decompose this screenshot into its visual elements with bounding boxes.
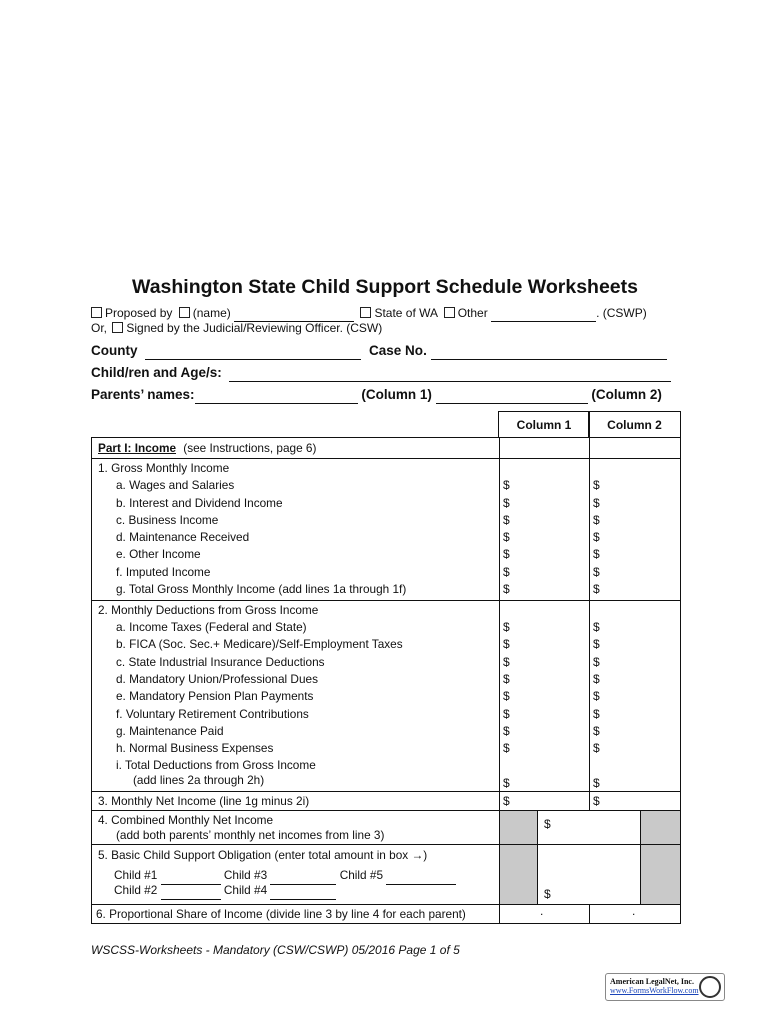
line2i-sublabel: (add lines 2a through 2h) — [133, 773, 265, 787]
column2-divider-bottom — [589, 904, 590, 923]
line2i-label: i. Total Deductions from Gross Income — [116, 758, 316, 772]
column2-parent-label: (Column 2) — [591, 387, 662, 402]
line2-divider — [92, 791, 680, 792]
income-worksheet — [91, 411, 681, 924]
line1e-label: e. Other Income — [116, 547, 201, 561]
other-field[interactable] — [491, 307, 596, 322]
amount-cell-col2[interactable]: $ — [593, 707, 600, 721]
county-label: County — [91, 343, 138, 358]
signed-line — [91, 321, 382, 335]
county-line: County Case No. — [91, 343, 667, 360]
children-field[interactable] — [229, 366, 671, 382]
line2f-label: f. Voluntary Retirement Contributions — [116, 707, 309, 721]
child4-label: Child #4 — [223, 883, 268, 897]
part1-note: (see Instructions, page 6) — [183, 441, 317, 455]
cswp-label: . (CSWP) — [596, 306, 647, 320]
amount-cell-col2[interactable]: $ — [593, 637, 600, 651]
combined-left-divider — [537, 810, 538, 904]
amount-cell-col1[interactable]: $ — [503, 582, 510, 596]
amount-cell-col1[interactable]: $ — [503, 565, 510, 579]
line2a-label: a. Income Taxes (Federal and State) — [116, 620, 307, 634]
form-footer: WSCSS-Worksheets - Mandatory (CSW/CSWP) 05/2016 Page 1 of 5 — [91, 943, 460, 957]
line2h-label: h. Normal Business Expenses — [116, 741, 274, 755]
other-label: Other — [457, 306, 488, 320]
line1f-label: f. Imputed Income — [116, 565, 211, 579]
line4-label: 4. Combined Monthly Net Income — [98, 813, 274, 827]
line6-label: 6. Proportional Share of Income (divide line 3 by line 4 for each parent) — [96, 907, 466, 921]
part1-divider — [92, 458, 680, 459]
line2-label: 2. Monthly Deductions from Gross Income — [98, 603, 319, 617]
other-checkbox[interactable] — [444, 307, 455, 318]
line6-col1-value[interactable]: . — [540, 904, 544, 918]
stamp-link[interactable]: www.FormsWorkFlow.com — [610, 986, 699, 995]
name-label: (name) — [192, 306, 231, 320]
column2-divider — [589, 438, 590, 810]
parents-label: Parents’ names: — [91, 387, 195, 402]
amount-cell-col2[interactable]: $ — [593, 478, 600, 492]
shade-line4-col2 — [640, 810, 680, 904]
amount-cell-col2[interactable]: $ — [593, 794, 600, 808]
child2-field[interactable] — [161, 883, 221, 900]
amount-cell-col1[interactable]: $ — [503, 794, 510, 808]
column1-parent-label: (Column 1) — [361, 387, 432, 402]
amount-cell-col2[interactable]: $ — [593, 689, 600, 703]
child1-label: Child #1 — [114, 868, 158, 882]
part1-heading — [98, 440, 316, 456]
amount-cell-col2[interactable]: $ — [593, 724, 600, 738]
amount-cell-col1[interactable]: $ — [503, 478, 510, 492]
line1b-label: b. Interest and Dividend Income — [116, 496, 283, 510]
children-line — [91, 365, 671, 382]
proposed-by-label: Proposed by — [105, 306, 173, 320]
line2d-label: d. Mandatory Union/Professional Dues — [116, 672, 318, 686]
amount-cell-col1[interactable]: $ — [503, 707, 510, 721]
basic-obligation-cell[interactable]: $ — [544, 887, 551, 901]
amount-cell-col1[interactable]: $ — [503, 689, 510, 703]
line5-label: 5. Basic Child Support Obligation (enter total amount in box →) — [98, 848, 428, 862]
amount-cell-col1[interactable]: $ — [503, 655, 510, 669]
column1-header: Column 1 — [498, 411, 590, 437]
amount-cell-col2[interactable]: $ — [593, 565, 600, 579]
amount-cell-col2[interactable]: $ — [593, 582, 600, 596]
line3-divider — [92, 810, 680, 811]
amount-cell-col1[interactable]: $ — [503, 496, 510, 510]
worksheet-body — [91, 437, 681, 924]
proposal-line — [91, 306, 647, 322]
line3-label: 3. Monthly Net Income (line 1g minus 2i) — [98, 794, 310, 808]
parent2-field[interactable] — [436, 388, 588, 404]
column1-divider — [499, 438, 500, 923]
case-no-field[interactable] — [431, 344, 667, 360]
amount-cell-col2[interactable]: $ — [593, 530, 600, 544]
amount-cell-col1[interactable]: $ — [503, 637, 510, 651]
stamp-line1: American LegalNet, Inc. — [610, 977, 694, 986]
name-checkbox[interactable] — [179, 307, 190, 318]
signed-checkbox[interactable] — [112, 322, 123, 333]
line2b-label: b. FICA (Soc. Sec.+ Medicare)/Self-Employment Taxes — [116, 637, 403, 651]
case-no-label: Case No — [369, 343, 424, 358]
part1-label: Part I: Income — [98, 441, 177, 455]
combined-income-cell[interactable]: $ — [544, 817, 551, 831]
amount-cell-col2[interactable]: $ — [593, 513, 600, 527]
parents-line — [91, 387, 662, 404]
parent1-field[interactable] — [195, 388, 358, 404]
line1g-label: g. Total Gross Monthly Income (add lines 1a through 1f) — [116, 582, 407, 596]
amount-cell-col1[interactable]: $ — [503, 724, 510, 738]
line4-divider — [92, 844, 680, 845]
amount-cell-col2[interactable]: $ — [593, 776, 600, 790]
child3-label: Child #3 — [223, 868, 268, 882]
amount-cell-col2[interactable]: $ — [593, 672, 600, 686]
child4-field[interactable] — [270, 883, 336, 900]
child5-label: Child #5 — [339, 868, 384, 882]
line1a-label: a. Wages and Salaries — [116, 478, 235, 492]
amount-cell-col1[interactable]: $ — [503, 741, 510, 755]
line1c-label: c. Business Income — [116, 513, 219, 527]
amount-cell-col2[interactable]: $ — [593, 620, 600, 634]
county-field[interactable] — [145, 344, 361, 360]
amount-cell-col1[interactable]: $ — [503, 530, 510, 544]
publisher-logo-icon — [699, 976, 721, 998]
publisher-stamp — [605, 973, 725, 1001]
child-row-2 — [114, 882, 336, 900]
line2c-label: c. State Industrial Insurance Deductions — [116, 655, 325, 669]
line5-divider — [92, 904, 680, 905]
amount-cell-col2[interactable]: $ — [593, 741, 600, 755]
amount-cell-col1[interactable]: $ — [503, 547, 510, 561]
line2g-label: g. Maintenance Paid — [116, 724, 224, 738]
amount-cell-col1[interactable]: $ — [503, 620, 510, 634]
line1d-label: d. Maintenance Received — [116, 530, 250, 544]
line1-divider — [92, 600, 680, 601]
shade-line4-col1 — [499, 810, 537, 904]
state-wa-label: State of WA — [374, 306, 438, 320]
page-title: Washington State Child Support Schedule Worksheets — [132, 276, 638, 298]
child2-label: Child #2 — [114, 883, 158, 897]
amount-cell-col2[interactable]: $ — [593, 547, 600, 561]
name-field[interactable] — [234, 307, 354, 322]
amount-cell-col2[interactable]: $ — [593, 496, 600, 510]
line1-label: 1. Gross Monthly Income — [98, 461, 230, 475]
amount-cell-col1[interactable]: $ — [503, 776, 510, 790]
or-label: Or, — [91, 321, 108, 335]
amount-cell-col1[interactable]: $ — [503, 513, 510, 527]
amount-cell-col1[interactable]: $ — [503, 672, 510, 686]
signed-label: Signed by the Judicial/Reviewing Officer. (CSW) — [126, 321, 383, 335]
proposed-by-checkbox[interactable] — [91, 307, 102, 318]
children-label: Child/ren and Age/s: — [91, 365, 222, 380]
line6-col2-value[interactable]: . — [632, 904, 636, 918]
amount-cell-col2[interactable]: $ — [593, 655, 600, 669]
child5-field[interactable] — [386, 868, 456, 885]
line2e-label: e. Mandatory Pension Plan Payments — [116, 689, 314, 703]
line4-sublabel: (add both parents’ monthly net incomes from line 3) — [116, 828, 385, 842]
state-wa-checkbox[interactable] — [360, 307, 371, 318]
combined-right-divider — [640, 810, 641, 904]
column2-header: Column 2 — [588, 411, 681, 437]
